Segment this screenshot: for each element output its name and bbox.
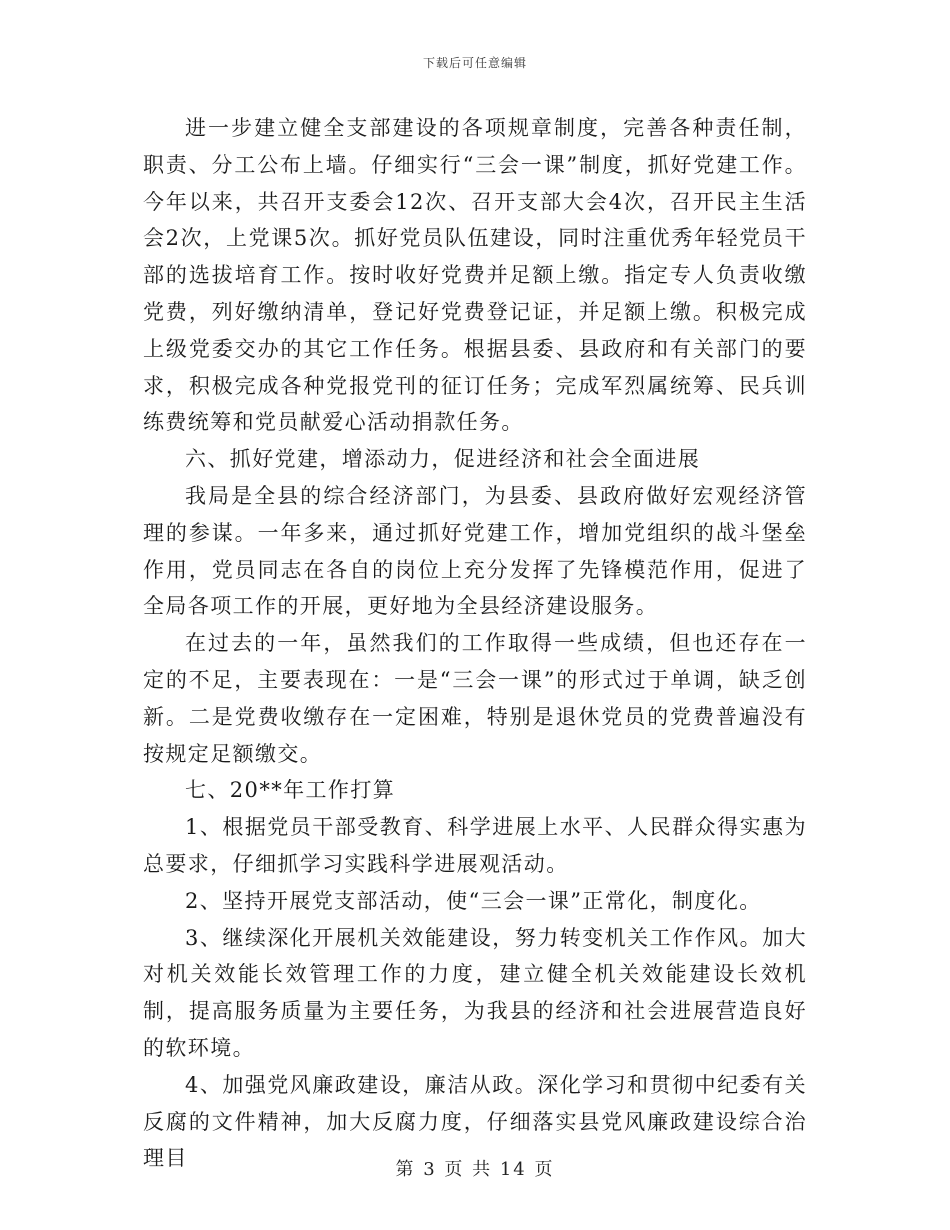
plan-item-1: 1、根据党员干部受教育、科学进展上水平、人民群众得实惠为总要求，仔细抓学习实践科学进展观活动。 (143, 815, 807, 876)
page-header: 下载后可任意编辑 (422, 56, 527, 70)
page-number-footer: 第 3 页 共 14 页 (395, 1159, 555, 1180)
document-body (143, 110, 807, 1177)
section-heading-six: 六、抓好党建，增添动力，促进经济和社会全面进展 (185, 447, 701, 472)
plan-item-2: 2、坚持开展党支部活动，使“三会一课”正常化，制度化。 (185, 888, 762, 913)
plan-item-4: 4、加强党风廉政建设，廉洁从政。深化学习和贯彻中纪委有关反腐的文件精神，加大反腐力度，仔细落实县党风廉政建设综合治理目 (143, 1072, 807, 1171)
paragraph-party-branch-rules: 进一步建立健全支部建设的各项规章制度，完善各种责任制，职责、分工公布上墙。仔细实行“三会一课”制度，抓好党建工作。今年以来，共召开支委会12次、召开支部大会4次，召开民主生活会2次，上党课5次。抓好党员队伍建设，同时注重优秀年轻党员干部的选拔培育工作。按时收好党费并足额上缴。指定专人负责收缴党费，列好缴纳清单，登记好党费登记证，并足额上缴。积极完成上级党委交办的其它工作任务。根据县委、县政府和有关部门的要求，积极完成各种党报党刊的征订任务；完成军烈属统筹、民兵训练费统筹和党员献爱心活动捐款任务。 (143, 116, 807, 435)
section-heading-seven: 七、20**年工作打算 (185, 778, 396, 803)
paragraph-bureau-role: 我局是全县的综合经济部门，为县委、县政府做好宏观经济管理的参谋。一年多来，通过抓好党建工作，增加党组织的战斗堡垒作用，党员同志在各自的岗位上充分发挥了先锋模范作用，促进了全局各项工作的开展，更好地为全县经济建设服务。 (143, 483, 807, 619)
plan-item-3: 3、继续深化开展机关效能建设，努力转变机关工作作风。加大对机关效能长效管理工作的力度，建立健全机关效能建设长效机制，提高服务质量为主要任务，为我县的经济和社会进展营造良好的软环境。 (143, 925, 807, 1060)
paragraph-shortcomings: 在过去的一年，虽然我们的工作取得一些成绩，但也还存在一定的不足，主要表现在：一是“三会一课”的形式过于单调，缺乏创新。二是党费收缴存在一定困难，特别是退休党员的党费普遍没有按规定足额缴交。 (143, 631, 807, 766)
